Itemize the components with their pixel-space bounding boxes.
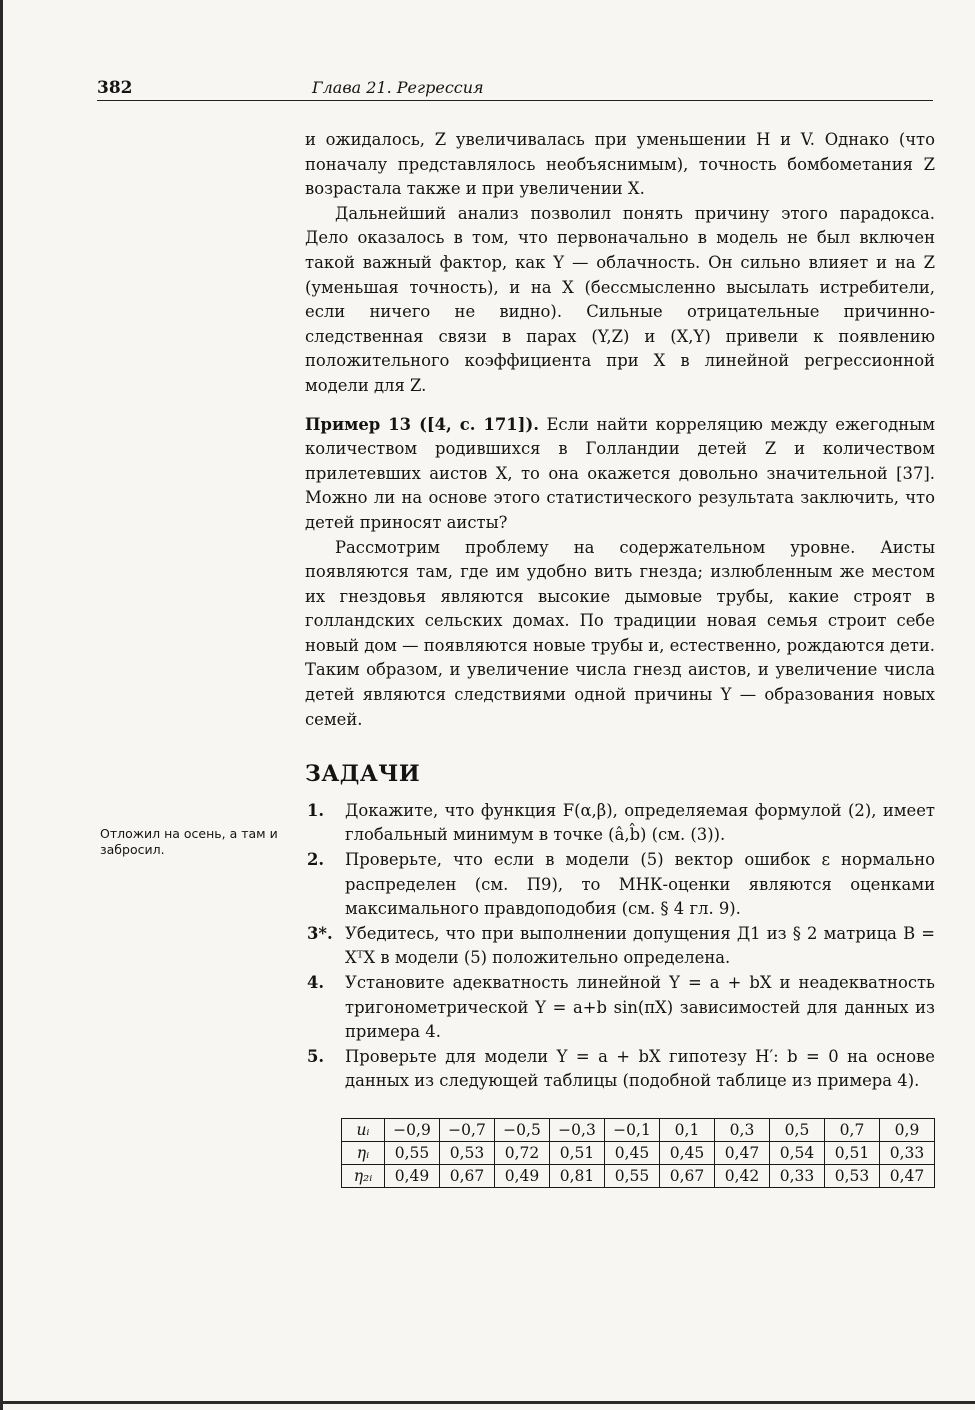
example-13 xyxy=(305,413,935,536)
data-table xyxy=(341,1118,935,1188)
table-cell: −0,1 xyxy=(605,1118,660,1141)
task-item xyxy=(305,922,935,971)
table-row xyxy=(342,1141,935,1164)
table-row xyxy=(342,1118,935,1141)
table-cell: 0,49 xyxy=(385,1164,440,1187)
table-row-label: ηᵢ xyxy=(342,1141,385,1164)
task-number: 5. xyxy=(307,1046,325,1066)
page-edge-left xyxy=(0,0,3,1410)
table-cell: −0,7 xyxy=(440,1118,495,1141)
table-cell: 0,9 xyxy=(880,1118,935,1141)
task-item xyxy=(305,1045,935,1094)
table-cell: 0,53 xyxy=(825,1164,880,1187)
task-number: 1. xyxy=(307,800,325,820)
table-cell: 0,49 xyxy=(495,1164,550,1187)
table-cell: 0,51 xyxy=(825,1141,880,1164)
running-title: Глава 21. Регрессия xyxy=(312,78,484,97)
table-cell: 0,45 xyxy=(660,1141,715,1164)
example-label: Пример 13 ([4, с. 171]). xyxy=(305,414,539,434)
table-cell: 0,51 xyxy=(550,1141,605,1164)
task-text: Установите адекватность линейной Y = a + bX и неадекватность тригонометрической Y = a+b sin(πX) зависимостей для данных из примера 4. xyxy=(345,973,935,1042)
section-title: ЗАДАЧИ xyxy=(305,761,421,788)
table-cell: −0,5 xyxy=(495,1118,550,1141)
table-cell: 0,1 xyxy=(660,1118,715,1141)
table-cell: 0,81 xyxy=(550,1164,605,1187)
task-list xyxy=(305,799,935,1094)
page-header xyxy=(97,76,933,101)
table-cell: 0,67 xyxy=(660,1164,715,1187)
task-number: 2. xyxy=(307,850,325,870)
example-text: Если найти корреляцию между ежегодным количеством родившихся в Голландии детей Z и количеством прилетевших аистов X, то она окажется довольно значительной [37]. Можно ли на основе этого статистического результата заключить, что детей приносят аисты? xyxy=(305,414,935,532)
table-cell: 0,47 xyxy=(715,1141,770,1164)
task-text: Убедитесь, что при выполнении допущения Д1 из § 2 матрица B = XᵀX в модели (5) положительно определена. xyxy=(345,923,935,968)
table-cell: 0,72 xyxy=(495,1141,550,1164)
table-cell: 0,47 xyxy=(880,1164,935,1187)
table-cell: 0,3 xyxy=(715,1118,770,1141)
table-cell: 0,42 xyxy=(715,1164,770,1187)
table-cell: 0,7 xyxy=(825,1118,880,1141)
table-cell: −0,9 xyxy=(385,1118,440,1141)
table-cell: 0,55 xyxy=(385,1141,440,1164)
task-text: Проверьте для модели Y = a + bX гипотезу H′: b = 0 на основе данных из следующей таблицы (подобной таблице из примера 4). xyxy=(345,1046,935,1091)
table-cell: 0,33 xyxy=(770,1164,825,1187)
paragraph-1: и ожидалось, Z увеличивалась при уменьшении H и V. Однако (что поначалу представлялось необъяснимым), точность бомбометания Z возрастала также и при увеличении X. xyxy=(305,130,935,199)
margin-note: Отложил на осень, а там и забросил. xyxy=(100,826,278,857)
task-number: 4. xyxy=(307,973,325,992)
task-item xyxy=(305,971,935,1045)
main-text xyxy=(305,128,935,1188)
page-number: 382 xyxy=(97,78,133,98)
page-edge-bottom xyxy=(0,1401,975,1404)
task-text: Проверьте, что если в модели (5) вектор ошибок ε нормально распределен (см. П9), то МНК-оценки являются оценками максимального правдоподобия (см. § 4 гл. 9). xyxy=(345,850,935,919)
task-text: Докажите, что функция F(α,β), определяемая формулой (2), имеет глобальный минимум в точке (â,b̂) (см. (3)). xyxy=(345,800,935,845)
task-item xyxy=(305,848,935,922)
table-cell: 0,45 xyxy=(605,1141,660,1164)
paragraph-2: Дальнейший анализ позволил понять причину этого парадокса. Дело оказалось в том, что первоначально в модель не был включен такой важный фактор, как Y — облачность. Он сильно влияет и на Z (уменьшая точность), и на X (бессмысленно высылать истребители, если ничего не видно). Сильные отрицательные причинно-следственная связи в парах (Y,Z) и (X,Y) привели к появлению положительного коэффициента при X в линейной регрессионной модели для Z. xyxy=(305,203,935,395)
table-row-label: η₂ᵢ xyxy=(342,1164,385,1187)
table-cell: 0,55 xyxy=(605,1164,660,1187)
table-cell: 0,53 xyxy=(440,1141,495,1164)
task-number: 3*. xyxy=(307,923,333,943)
table-cell: 0,67 xyxy=(440,1164,495,1187)
table-row-label: uᵢ xyxy=(342,1118,385,1141)
table-cell: −0,3 xyxy=(550,1118,605,1141)
table-cell: 0,5 xyxy=(770,1118,825,1141)
paragraph-4: Рассмотрим проблему на содержательном уровне. Аисты появляются там, где им удобно вить гнезда; излюбленным же местом их гнездовья являются высокие дымовые трубы, какие строят в голландских сельских домах. По традиции новая семья строит себе новый дом — появляются новые трубы и, естественно, рождаются дети. Таким образом, и увеличение числа гнезд аистов, и увеличение числа детей являются следствиями одной причины Y — образования новых семей. xyxy=(305,537,935,729)
task-item xyxy=(305,799,935,848)
table-cell: 0,54 xyxy=(770,1141,825,1164)
table-row xyxy=(342,1164,935,1187)
table-cell: 0,33 xyxy=(880,1141,935,1164)
